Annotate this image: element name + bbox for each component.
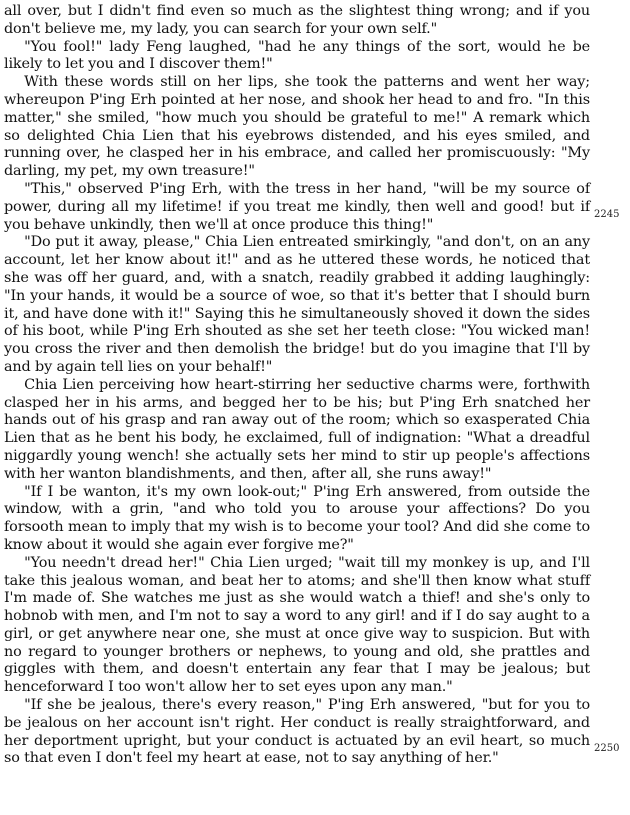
paragraph-1: all over, but I didn't find even so much as the slightest thing wrong; and if you don't believe me, my lady, you can search for your own self." bbox=[4, 3, 590, 37]
document-page bbox=[4, 3, 590, 768]
line-number-marker: 2245 bbox=[594, 209, 620, 220]
paragraph-4: "This," observed P'ing Erh, with the tress in her hand, "will be my source of power, during all my lifetime! if you treat me kindly, then well and good! but if you behave unkindly, then we'll at once produce this thing!" bbox=[4, 180, 590, 233]
paragraph-2: "You fool!" lady Feng laughed, "had he any things of the sort, would he be likely to let you and I discover them!" bbox=[4, 38, 590, 73]
paragraph-9: "If she be jealous, there's every reason," P'ing Erh answered, "but for you to be jealous on her account isn't right. Her conduct is really straightforward, and her deportment upright, but your conduct is actuated by an evil heart, so much so that even I don't feel my heart at ease, not to say anything of her." bbox=[4, 697, 590, 767]
paragraph-5: "Do put it away, please," Chia Lien entreated smirkingly, "and don't, on an any account, let her know about it!" and as he uttered these words, he noticed that she was off her guard, and, with a snatch, readily grabbed it adding laughingly: "In your hands, it would be a source of woe, so that it's better that I should burn it, and have done with it!" Saying this he simultaneously shoved it down the sides of his boot, while P'ing Erh shouted as she set her teeth close: "You wicked man! you cross the river and then demolish the bridge! but do you imagine that I'll by and by again tell lies on your behalf!" bbox=[4, 234, 590, 375]
line-number-marker: 2250 bbox=[594, 743, 620, 754]
paragraph-6: Chia Lien perceiving how heart-stirring her seductive charms were, forthwith clasped her in his arms, and begged her to be his; but P'ing Erh snatched her hands out of his grasp and ran away out of the room; which so exasperated Chia Lien that as he bent his body, he exclaimed, full of indignation: "What a dreadful niggardly young wench! she actually sets her mind to stir up people's affections with her wanton blandishments, and then, after all, she runs away!" bbox=[4, 376, 590, 482]
paragraph-8: "You needn't dread her!" Chia Lien urged; "wait till my monkey is up, and I'll take this jealous woman, and beat her to atoms; and she'll then know what stuff I'm made of. She watches me just as she would watch a thief! and she's only to hobnob with men, and I'm not to say a word to any girl! and if I do say aught to a girl, or get anywhere near one, she must at once give way to suspicion. But with no regard to younger brothers or nephews, to young and old, she prattles and giggles with them, and doesn't entertain any fear that I may be jealous; but henceforward I too won't allow her to set eyes upon any man." bbox=[4, 554, 590, 696]
paragraph-3: With these words still on her lips, she took the patterns and went her way; whereupon P'ing Erh pointed at her nose, and shook her head to and fro. "In this matter," she smiled, "how much you should be grateful to me!" A remark which so delighted Chia Lien that his eyebrows distended, and his eyes smiled, and running over, he clasped her in his embrace, and called her promiscuously: "My darling, my pet, my own treasure!" bbox=[4, 74, 590, 180]
paragraph-7: "If I be wanton, it's my own look-out;" P'ing Erh answered, from outside the window, with a grin, "and who told you to arouse your affections? Do you forsooth mean to imply that my wish is to become your tool? And did she come to know about it would she again ever forgive me?" bbox=[4, 483, 590, 553]
